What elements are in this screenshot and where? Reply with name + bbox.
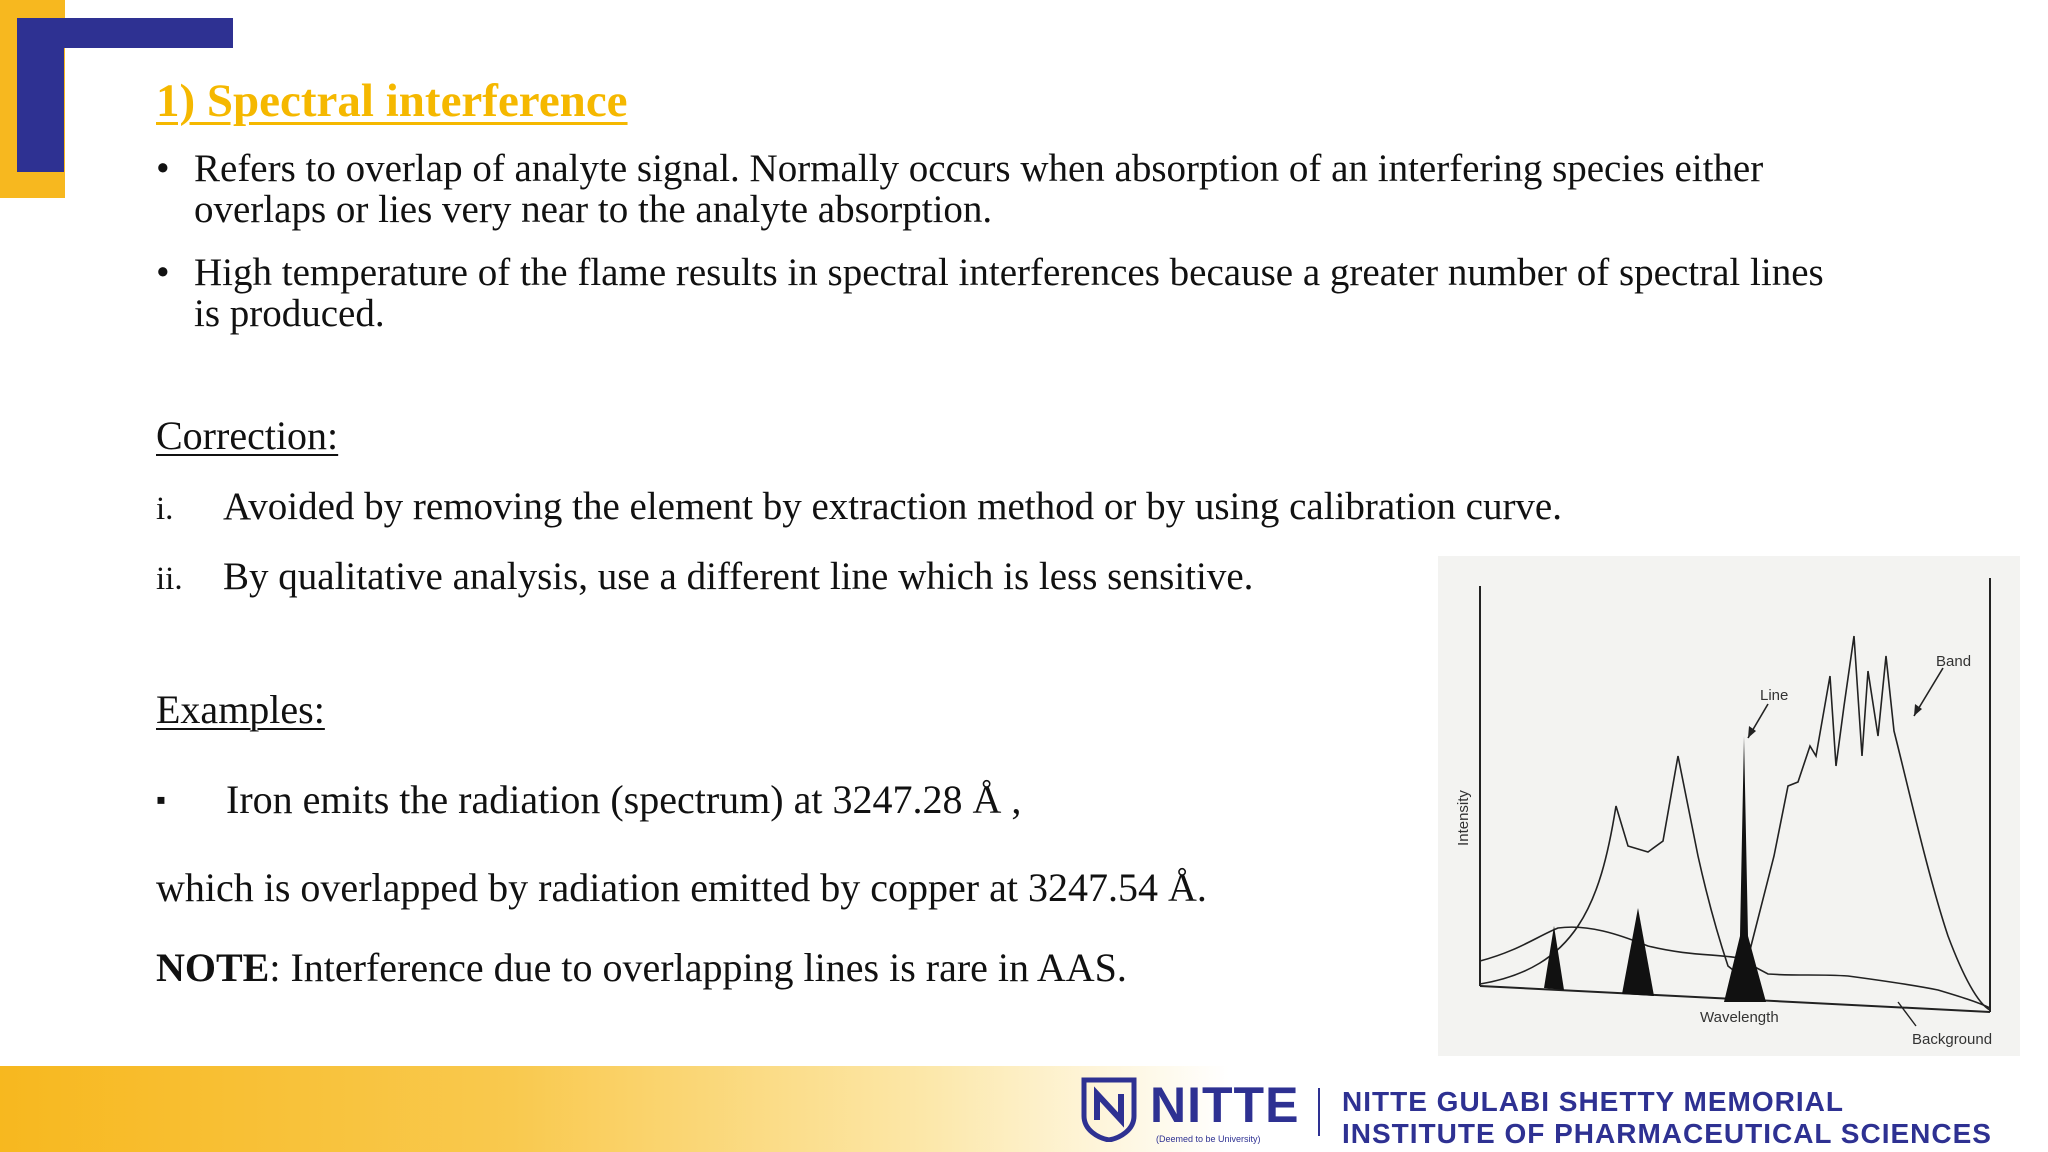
correction-marker: ii.: [156, 561, 183, 597]
peak-line: [1724, 736, 1766, 1002]
background-arrow: [1898, 1002, 1916, 1026]
bullet-marker: •: [156, 251, 170, 294]
correction-heading: Correction:: [156, 413, 339, 458]
example-text: Iron emits the radiation (spectrum) at 3247.28 Å ,: [226, 777, 1022, 822]
nitte-logo-subtext: (Deemed to be University): [1156, 1134, 1261, 1144]
note-label: NOTE: [156, 945, 270, 990]
line-label: Line: [1760, 687, 1789, 704]
nitte-shield-icon: [1080, 1076, 1138, 1142]
y-axis-label: Intensity: [1455, 790, 1472, 846]
bullet-text: Refers to overlap of analyte signal. Normally occurs when absorption of an interfering species either overlaps or lies very near to the analyte absorption.: [194, 147, 1764, 231]
institute-name-line2: INSTITUTE OF PHARMACEUTICAL SCIENCES: [1342, 1118, 1992, 1149]
spectrum-figure: [1438, 556, 2020, 1056]
example-continuation: which is overlapped by radiation emitted by copper at 3247.54 Å.: [156, 865, 1207, 910]
corner-accent-yellow-top: [0, 0, 63, 18]
correction-text: By qualitative analysis, use a different line which is less sensitive.: [223, 555, 1254, 598]
corner-accent-blue-horizontal: [17, 18, 233, 48]
peak-medium: [1622, 908, 1654, 996]
institute-name-line1: NITTE GULABI SHETTY MEMORIAL: [1342, 1086, 1844, 1117]
correction-item: [156, 484, 1562, 529]
background-label: Background: [1912, 1031, 1993, 1048]
bullet-item: [156, 252, 1856, 334]
footer-divider: [1318, 1088, 1320, 1136]
institute-name: [1342, 1086, 1992, 1150]
square-bullet-icon: ▪: [156, 785, 166, 816]
bullet-marker: •: [156, 147, 170, 190]
example-item: [156, 776, 1021, 823]
nitte-logo-text: NITTE: [1150, 1077, 1300, 1133]
spectrum-diagram: [1438, 556, 2020, 1056]
x-axis-label: Wavelength: [1700, 1009, 1779, 1026]
note-text: : Interference due to overlapping lines is rare in AAS.: [269, 945, 1127, 990]
note-line: [156, 944, 1127, 991]
correction-marker: i.: [156, 491, 174, 527]
correction-item: [156, 554, 1253, 599]
slide-title: 1) Spectral interference: [156, 75, 628, 127]
band-label: Band: [1936, 653, 1972, 670]
examples-heading: Examples:: [156, 687, 325, 732]
bullet-list: [156, 148, 1856, 356]
bullet-item: [156, 148, 1856, 230]
correction-text: Avoided by removing the element by extraction method or by using calibration curve.: [223, 485, 1562, 528]
bullet-text: High temperature of the flame results in spectral interferences because a greater number of spectral lines is produced.: [194, 251, 1824, 335]
